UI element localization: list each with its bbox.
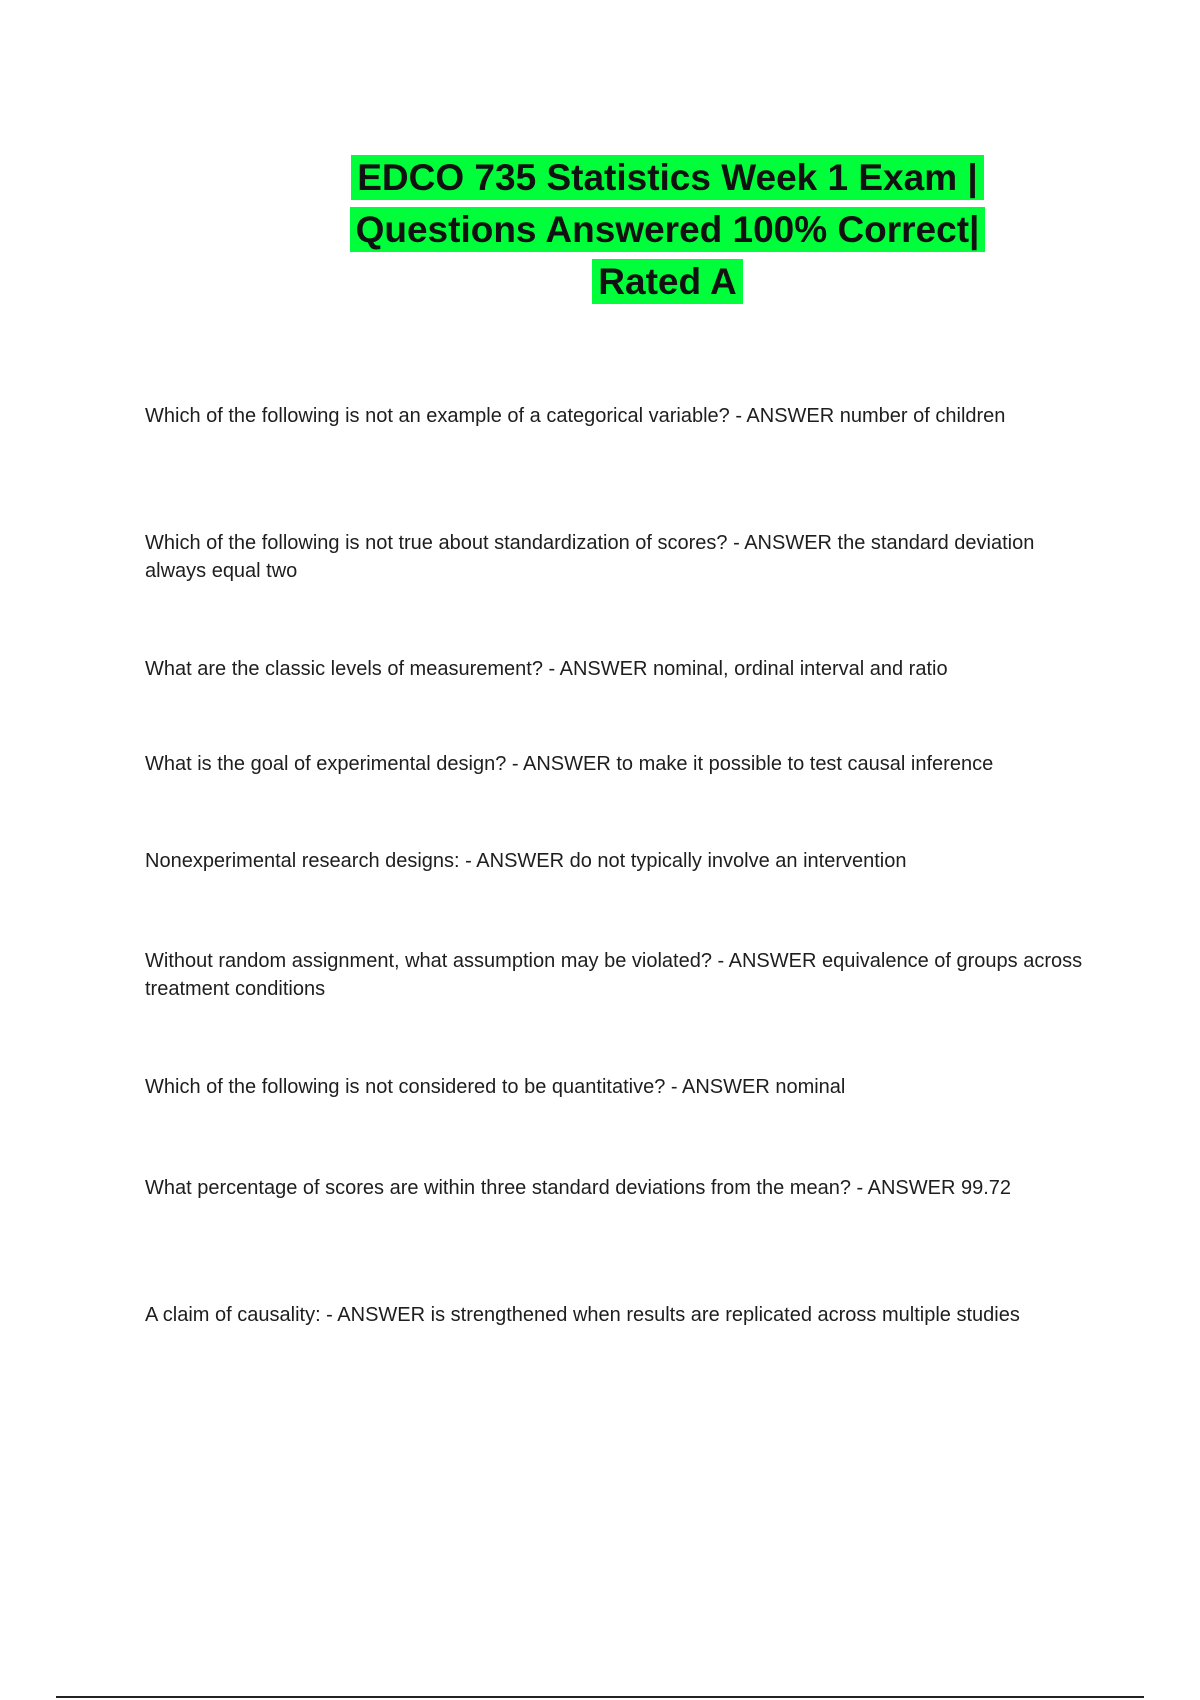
qa-item: What are the classic levels of measurement? - ANSWER nominal, ordinal interval and ratio (145, 658, 948, 680)
title-line: EDCO 735 Statistics Week 1 Exam | (351, 155, 983, 200)
qa-item: Which of the following is not true about standardization of scores? - ANSWER the standard deviation always equal two (145, 532, 1035, 582)
qa-item: Which of the following is not an example of a categorical variable? - ANSWER number of children (145, 405, 1006, 427)
title-line: Questions Answered 100% Correct| (350, 207, 986, 252)
title-line: Rated A (592, 259, 742, 304)
document-title (335, 152, 1000, 308)
qa-item: What percentage of scores are within three standard deviations from the mean? - ANSWER 99.72 (145, 1177, 1011, 1199)
qa-item: Which of the following is not considered to be quantitative? - ANSWER nominal (145, 1076, 846, 1098)
qa-item: A claim of causality: - ANSWER is strengthened when results are replicated across multiple studies (145, 1304, 1020, 1326)
qa-item: Nonexperimental research designs: - ANSWER do not typically involve an intervention (145, 850, 907, 872)
qa-item: Without random assignment, what assumption may be violated? - ANSWER equivalence of groups across treatment conditions (145, 950, 1083, 1000)
qa-item: What is the goal of experimental design? - ANSWER to make it possible to test causal inference (145, 753, 994, 775)
footer-divider (56, 1696, 1144, 1698)
